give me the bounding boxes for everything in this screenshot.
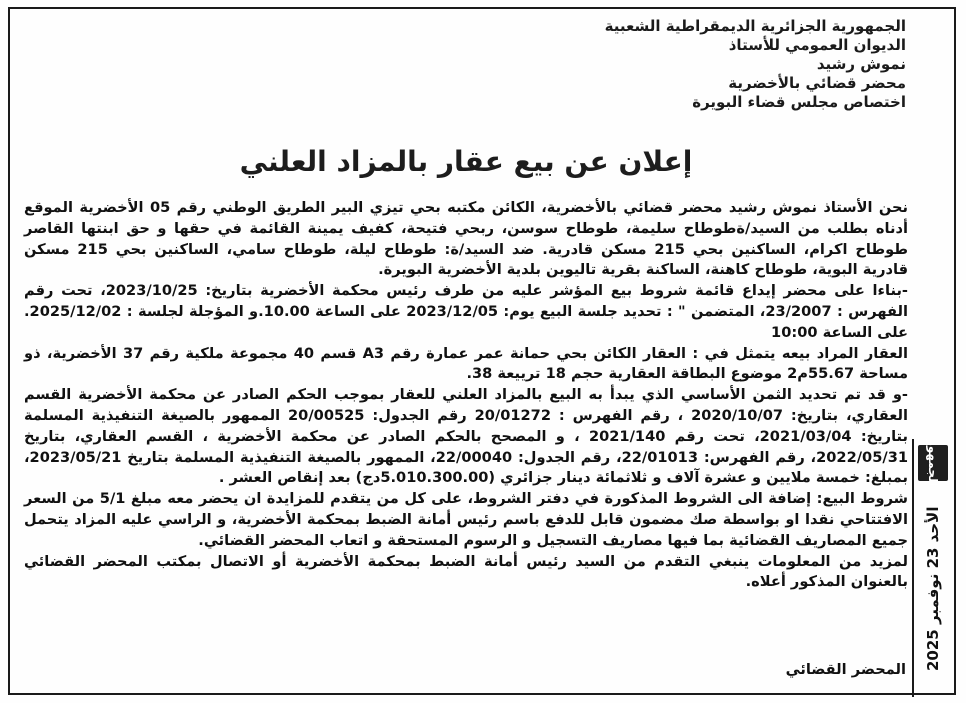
letterhead-name: نموش رشيد <box>816 55 906 73</box>
announcement-body <box>24 198 908 593</box>
letterhead <box>605 17 906 112</box>
paragraph-conditions: شروط البيع: إضافة الى الشروط المذكورة في دفتر الشروط، على كل من يتقدم للمزايدة ان يحضر معه مبلغ 5/1 من السعر الافتتاحي نقدا او بواسطة صك مضمون قابل للدفع باسم رئيس أمانة الضبط بمحكمة الأخضرية، و الراسي عليه المزاد يتحمل جميع المصاريف القضائية بما فيها مصاريف التسجيل و الرسوم المستحقة و اتعاب المحضر القضائي. <box>24 490 909 549</box>
announcement-content <box>22 15 910 685</box>
newspaper-side-strip <box>912 439 954 697</box>
letterhead-republic: الجمهورية الجزائرية الديمقراطية الشعبية <box>604 17 906 35</box>
letterhead-jurisdiction: اختصاص مجلس قضاء البويرة <box>692 93 906 111</box>
newspaper-logo: الجمهور <box>918 445 948 481</box>
publication-date: الأحد 23 نوفمبر 2025 <box>924 506 942 672</box>
letterhead-role: محضر قضائي بالأخضرية <box>728 74 906 92</box>
paragraph-property: العقار المراد بيعه يتمثل في : العقار الكائن بحي حمانة عمر عمارة رقم A3 قسم 40 مجموعة ملكية رقم 37 الأخضرية، ذو مساحة 55.67م2 موضوع البطاقة العقارية حجم 18 ترييعة 38. <box>24 344 908 383</box>
paragraph-deposit: -بناءا على محضر إيداع قائمة شروط بيع المؤشر عليه من طرف رئيس محكمة الأخضرية بتاريخ: 2023/10/25، تحت رقم الفهرس : 23/2007، المتضمن " : تحديد جلسة البيع يوم: 2023/12/05 على الساعة 10.00.و المؤجلة لجلسة : 2025/12/02. على الساعة 10:00 <box>24 282 908 341</box>
paragraph-price: -و قد تم تحديد الثمن الأساسي الذي يبدأ به البيع بالمزاد العلني للعقار بموجب الحكم الصادر عن محكمة الأخضرية القسم العقاري، بتاريخ: 2020/10/07 ، رقم الفهرس : 20/01272 رقم الجدول: 20/00525 الممهور بالصيغة التنفيذية المسلمة بتاريخ: 2021/03/04، تحت رقم 2021/140 ، و المصحح بالحكم الصادر عن محكمة الأخضرية ، القسم العقاري، بتاريخ 2022/05/31، رقم الفهرس: 22/01013، رقم الجدول: 22/00040، الممهور بالصيغة التنفيذية المسلمة بتاريخ 2023/05/21، بمبلغ: خمسة ملايين و عشرة آلاف و ثلاثمائة دينار جزائري (5.010.300.00دج) بعد إنقاص العشر . <box>24 386 909 487</box>
letterhead-office: الديوان العمومي للأستاذ <box>728 36 906 54</box>
signature: المحضر القضائي <box>785 661 906 678</box>
announcement-title: إعلان عن بيع عقار بالمزاد العلني <box>239 145 693 178</box>
announcement-frame <box>8 7 956 695</box>
paragraph-info: لمزيد من المعلومات ينبغي التقدم من السيد رئيس أمانة الضبط بمحكمة الأخضرية أو الاتصال بمكتب المحضر القضائي بالعنوان المذكور أعلاه. <box>24 552 908 591</box>
paragraph-parties: نحن الأستاذ نموش رشيد محضر قضائي بالأخضرية، الكائن مكتبه بحي تيزي البير الطريق الوطني رقم 05 الأخضرية الموقع أدناه بطلب من السيد/ةطوطاح سليمة، طوطاح سوسن، ربحي فتيحة، كفيف يمينة القائمة في حقها و حق ابنتها القاصر طوطاح اكرام، الساكنين بحي 215 مسكن قادرية. ضد السيد/ة: طوطاح ليلة، طوطاح سامي، الساكنين بحي 215 مسكن قادرية البوية، طوطاح كاهنة، الساكنة بقرية تاليوين بلدية الأخضرية البويرة. <box>24 199 909 279</box>
